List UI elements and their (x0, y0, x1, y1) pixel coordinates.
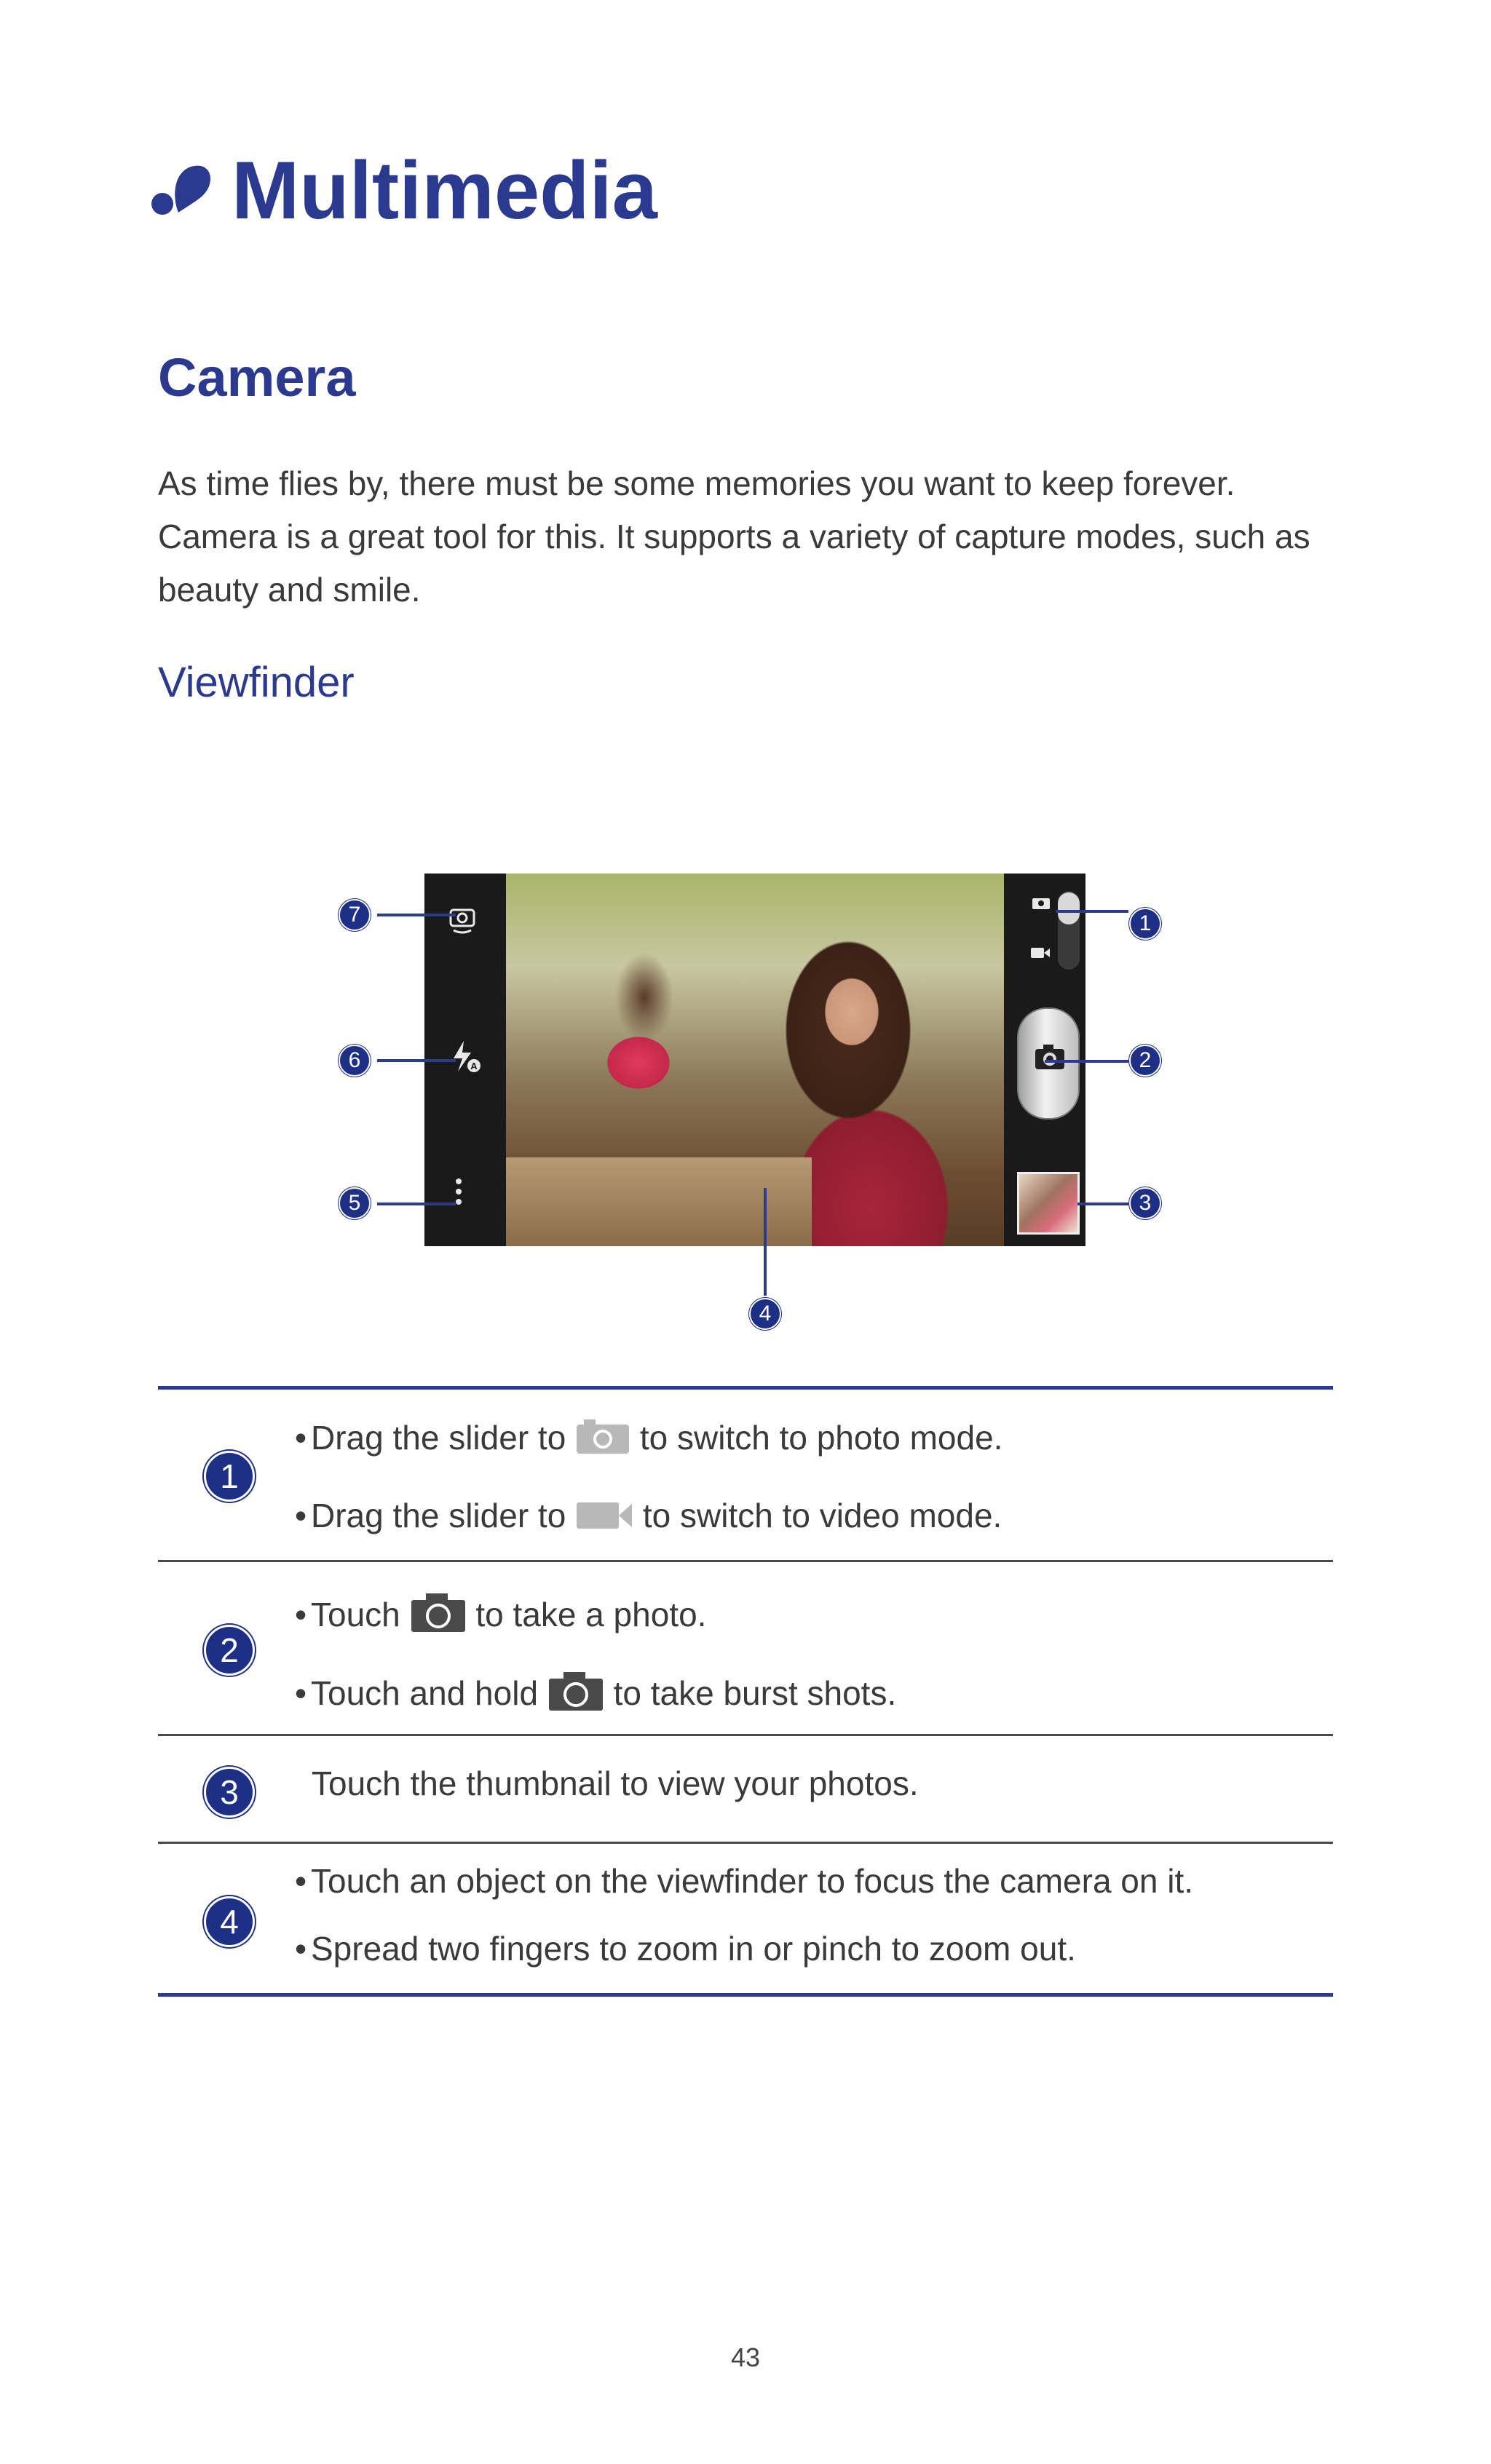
svg-text:A: A (470, 1061, 478, 1071)
callout-badge-7: 7 (339, 899, 371, 931)
table-bottom-rule (158, 1993, 1333, 1997)
callout-badge-3: 3 (1129, 1187, 1161, 1219)
flash-auto-icon (446, 1038, 483, 1074)
row-1-number: 1 (204, 1451, 255, 1502)
table-top-rule (158, 1386, 1333, 1390)
row-4-line-2: • Spread two fingers to zoom in or pinch to zoom out. (295, 1930, 1076, 1968)
video-mode-icon (1030, 946, 1051, 959)
photo-mode-icon (1032, 895, 1051, 910)
row-1-line-2: • Drag the slider to to switch to video mode. (295, 1497, 1002, 1534)
table-rule-3 (158, 1842, 1333, 1844)
shutter-camera-icon (1033, 1042, 1067, 1071)
callout-line-3 (1077, 1203, 1128, 1205)
callout-line-7 (377, 914, 456, 916)
row-2-line-1: • Touch to take a photo. (295, 1591, 706, 1635)
camera-shutter-icon (410, 1591, 467, 1633)
row-2-number: 2 (204, 1625, 255, 1676)
mode-switch-knob (1058, 892, 1080, 924)
table-rule-1 (158, 1560, 1333, 1562)
table-rule-2 (158, 1734, 1333, 1736)
callout-line-1 (1056, 910, 1128, 913)
video-camera-icon (575, 1500, 633, 1532)
callout-line-2 (1045, 1060, 1128, 1063)
viewfinder-screenshot (424, 874, 1085, 1246)
intro-paragraph: As time flies by, there must be some memories you want to keep forever. Camera is a great tool for this. It supports a variety of capture modes, such as beauty and smile. (158, 464, 1310, 609)
gallery-thumbnail (1017, 1172, 1080, 1235)
viewfinder-subtitle: Viewfinder (158, 659, 355, 706)
callout-line-4 (764, 1188, 767, 1296)
camera-shutter-icon (547, 1670, 604, 1712)
multimedia-chapter-icon (149, 162, 215, 220)
callout-badge-6: 6 (339, 1045, 371, 1077)
row-3-line-1: Touch the thumbnail to view your photos. (312, 1764, 919, 1802)
page-number: 43 (730, 2342, 761, 2372)
row-1-line-1: • Drag the slider to to switch to photo mode. (295, 1419, 1003, 1457)
switch-camera-icon (446, 903, 478, 935)
row-4-line-1: • Touch an object on the viewfinder to focus the camera on it. (295, 1862, 1194, 1900)
callout-line-5 (377, 1203, 456, 1205)
callout-badge-1: 1 (1129, 908, 1161, 940)
row-2-line-2: • Touch and hold to take burst shots. (295, 1670, 896, 1714)
callout-line-6 (377, 1059, 456, 1062)
camera-outline-icon (575, 1417, 630, 1455)
row-4-number: 4 (204, 1896, 255, 1947)
section-title: Camera (158, 347, 356, 408)
callout-badge-4: 4 (749, 1298, 781, 1330)
chapter-title: Multimedia (232, 145, 657, 236)
callout-badge-2: 2 (1129, 1045, 1161, 1077)
callout-badge-5: 5 (339, 1187, 371, 1219)
row-3-number: 3 (204, 1767, 255, 1818)
